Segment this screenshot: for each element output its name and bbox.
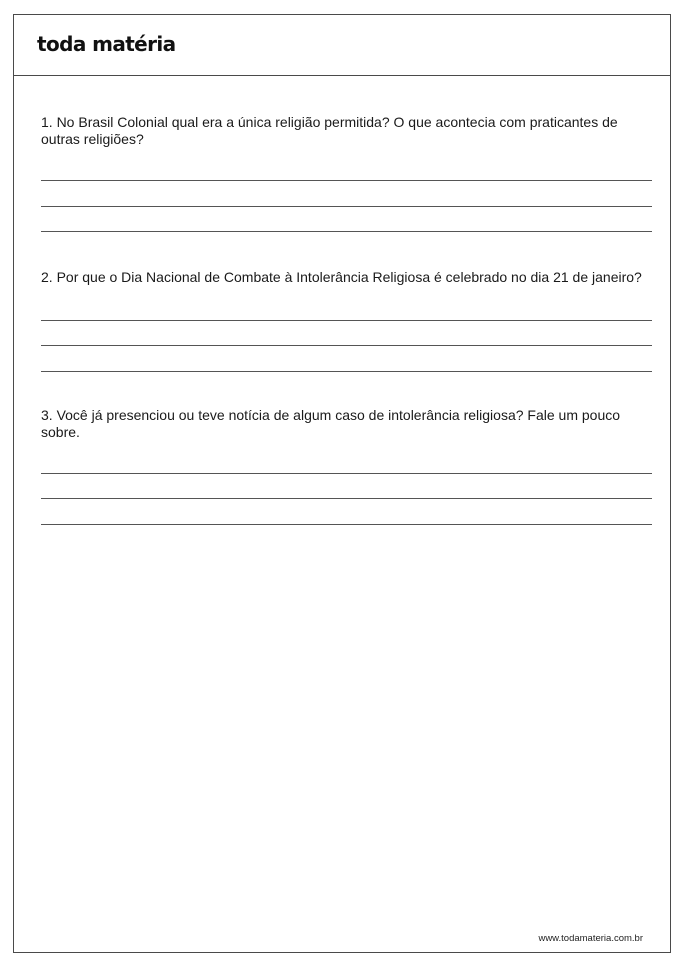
answer-line [41,473,652,474]
question-1: 1. No Brasil Colonial qual era a única religião permitida? O que acontecia com praticantes de outras religiões? [41,114,618,147]
answer-line [41,371,652,372]
answer-line [41,180,652,181]
page-header [14,15,670,76]
answer-line [41,345,652,346]
answer-line [41,231,652,232]
answer-line [41,320,652,321]
brand-logo: toda matéria [37,32,176,56]
question-2: 2. Por que o Dia Nacional de Combate à Intolerância Religiosa é celebrado no dia 21 de janeiro? [41,269,642,285]
answer-line [41,524,652,525]
question-3: 3. Você já presenciou ou teve notícia de algum caso de intolerância religiosa? Fale um pouco sobre. [41,407,621,440]
worksheet-page [13,14,671,953]
answer-line [41,206,652,207]
answer-line [41,498,652,499]
footer-url: www.todamateria.com.br [538,933,643,944]
